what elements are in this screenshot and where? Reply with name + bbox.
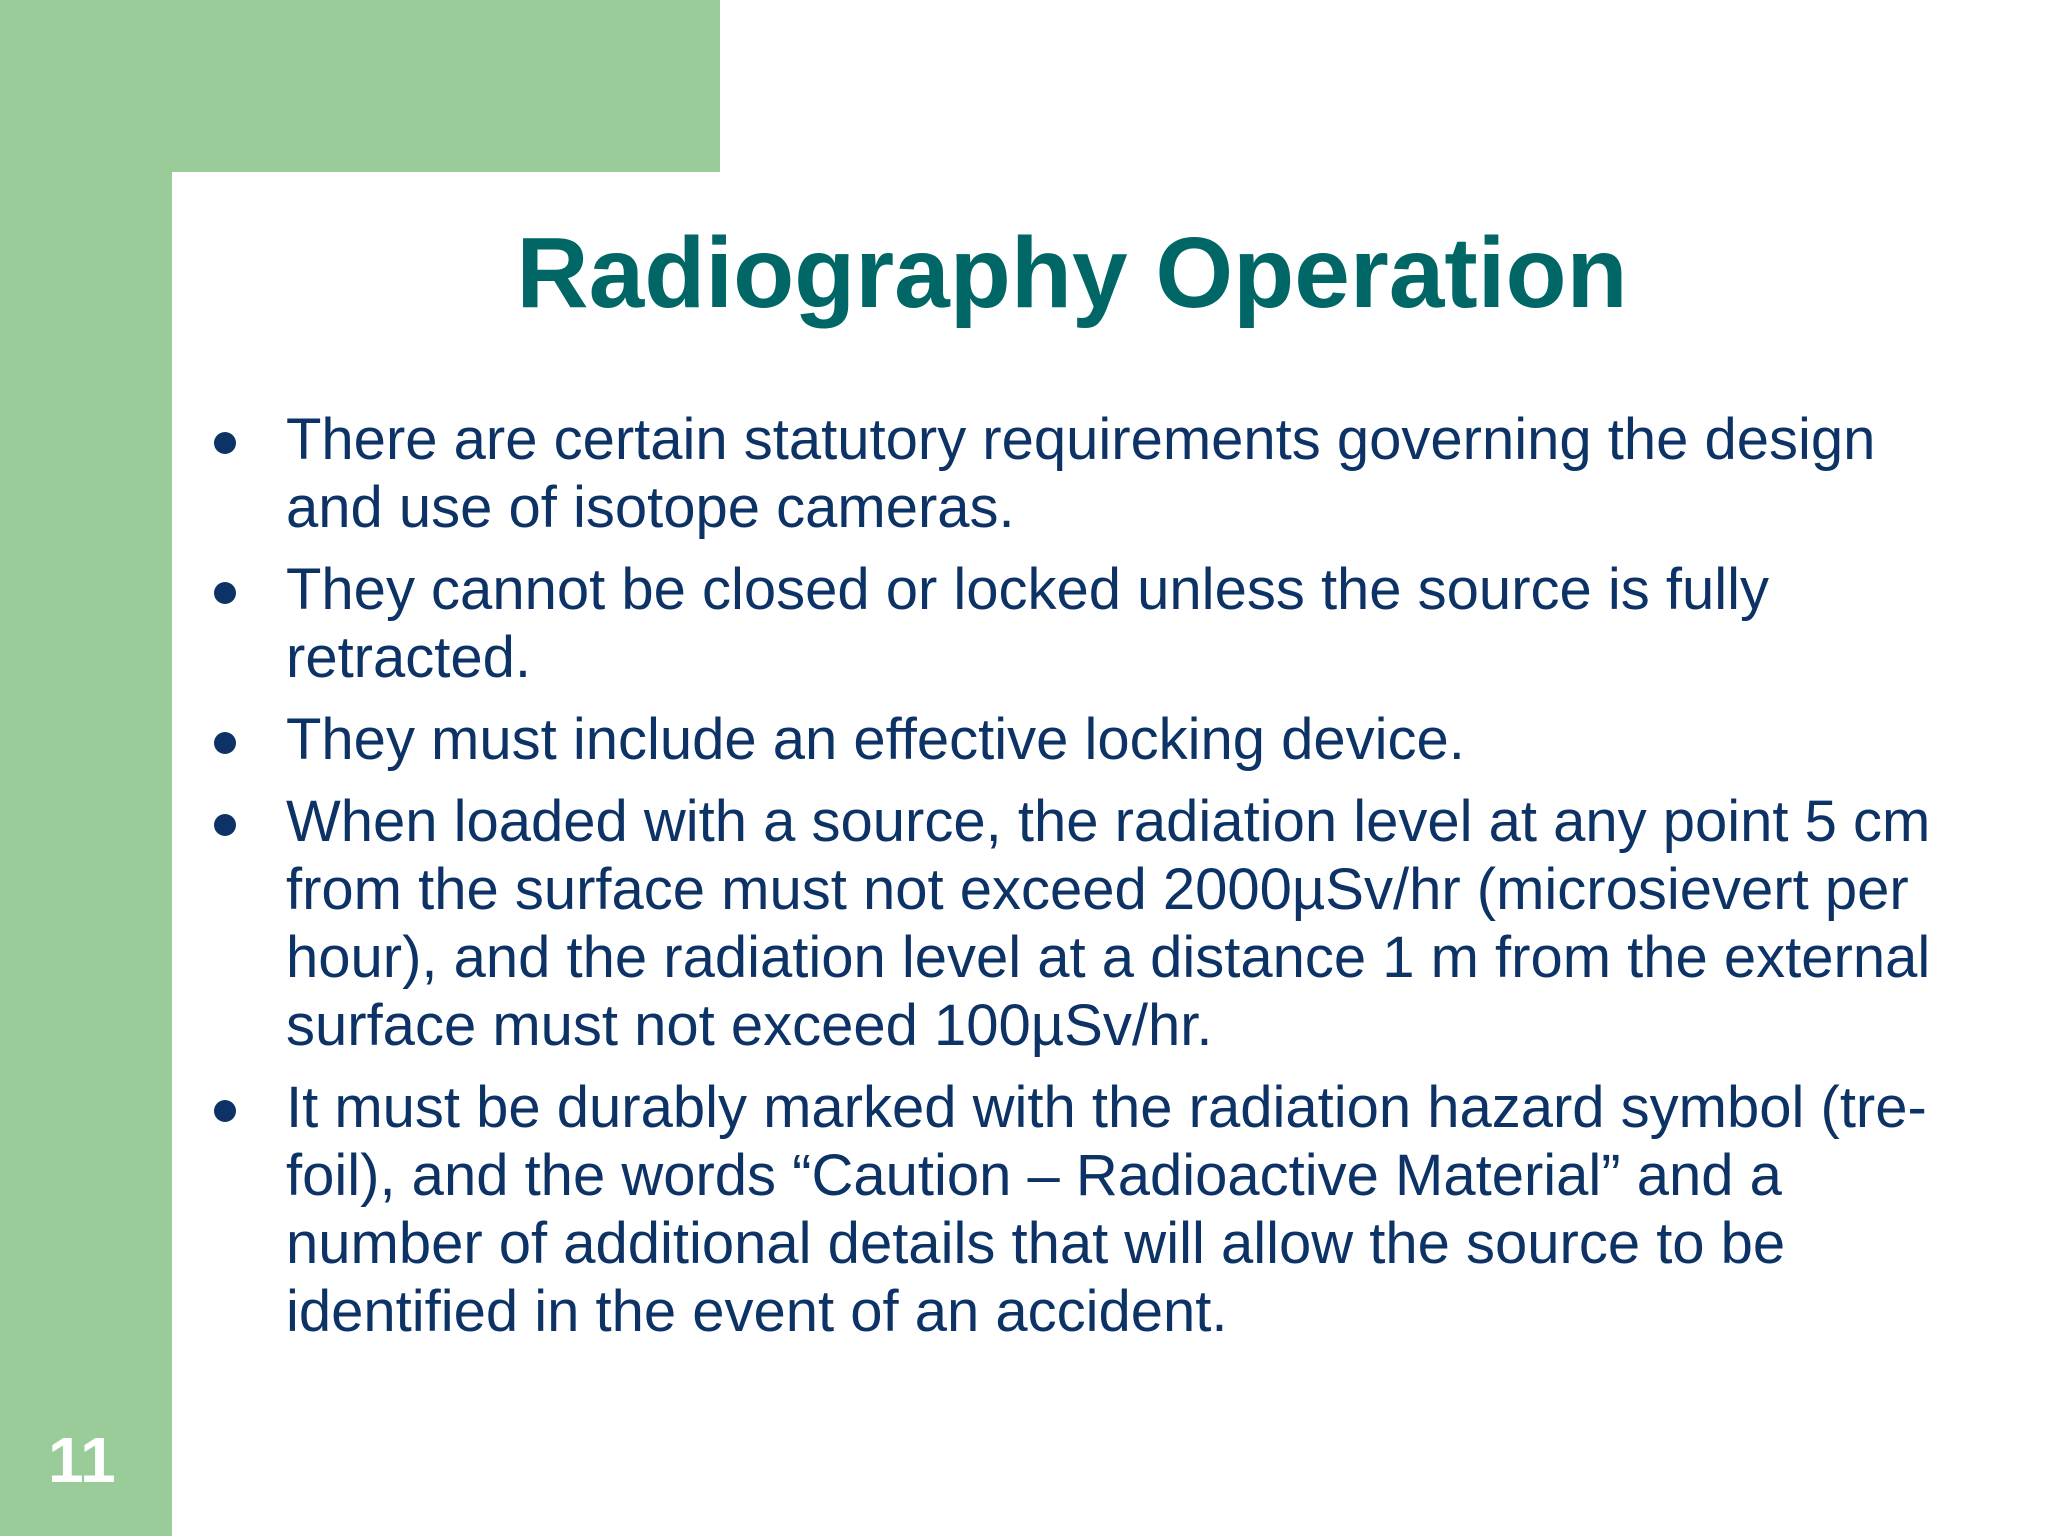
bullet-item — [200, 788, 1960, 1060]
bullet-text: It must be durably marked with the radiation hazard symbol (tre-foil), and the words “Caution – Radioactive Material” and a number of additional details that will allow the source to be identified in the event of an accident. — [286, 1075, 1927, 1344]
bullet-item — [200, 1074, 1960, 1346]
bullet-dot-icon — [214, 432, 236, 454]
bullet-list — [200, 406, 1960, 1360]
bullet-text: There are certain statutory requirements governing the design and use of isotope cameras. — [286, 407, 1876, 540]
bullet-item — [200, 706, 1960, 774]
bullet-text: They cannot be closed or locked unless the source is fully retracted. — [286, 557, 1770, 690]
left-accent-bar — [0, 0, 172, 1536]
bullet-text: They must include an effective locking device. — [286, 707, 1465, 772]
bullet-text: When loaded with a source, the radiation level at any point 5 cm from the surface must not exceed 2000µSv/hr (microsievert per hour), and the radiation level at a distance 1 m from the external surface must not exceed 100µSv/hr. — [286, 789, 1931, 1058]
bullet-dot-icon — [214, 732, 236, 754]
bullet-item — [200, 406, 1960, 542]
bullet-item — [200, 556, 1960, 692]
bullet-dot-icon — [214, 814, 236, 836]
top-accent-bar — [0, 0, 720, 172]
bullet-dot-icon — [214, 1100, 236, 1122]
slide-number: 11 — [48, 1424, 116, 1496]
bullet-dot-icon — [214, 582, 236, 604]
slide-title: Radiography Operation — [516, 217, 1628, 329]
